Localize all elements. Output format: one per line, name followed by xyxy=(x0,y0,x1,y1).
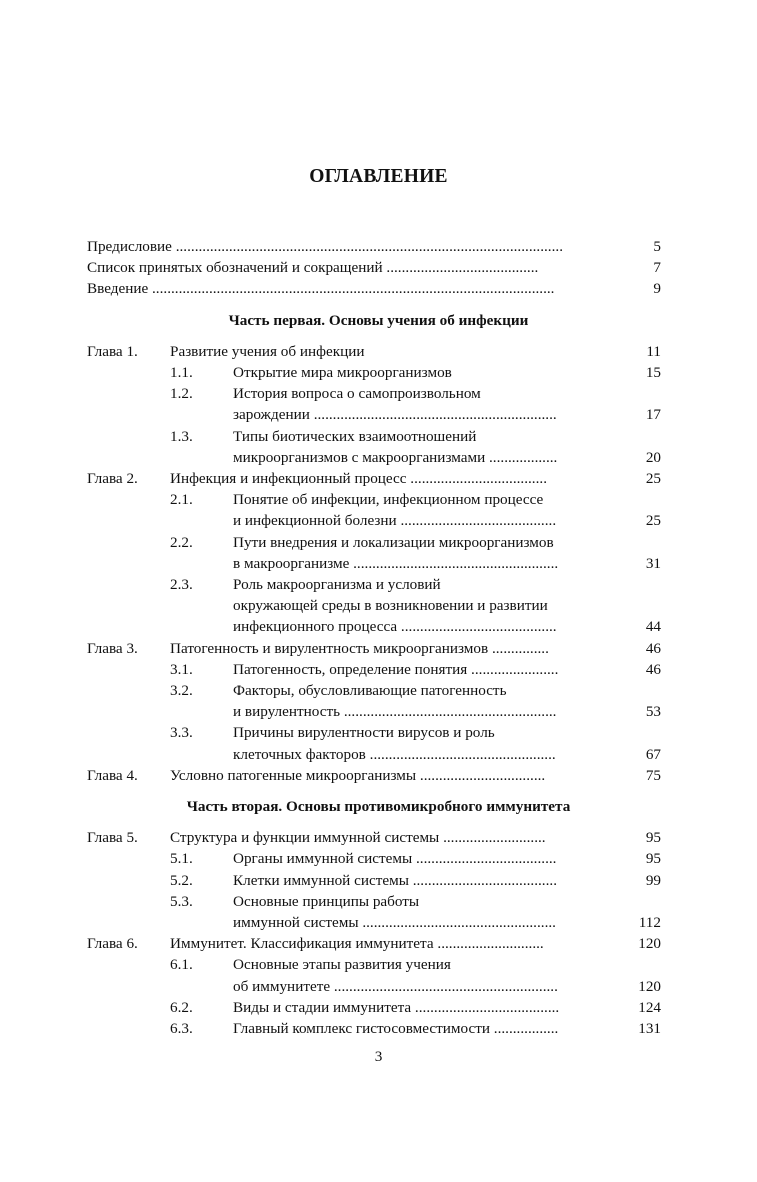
entry-page: 9 xyxy=(653,280,661,298)
section-title: Главный комплекс гистосовместимости ................. xyxy=(233,1020,559,1037)
section-title: Органы иммунной системы ..................................... xyxy=(233,850,557,868)
chapter-label: Глава 6. xyxy=(87,935,138,953)
toc-entry-section xyxy=(0,616,757,637)
section-number: 6.2. xyxy=(170,998,193,1016)
entry-page: 120 xyxy=(638,977,661,995)
entry-page: 46 xyxy=(645,660,661,678)
section-title: окружающей среды в возникновении и развитии xyxy=(233,597,548,615)
toc-entry-section xyxy=(0,848,757,869)
entry-page: 112 xyxy=(638,914,661,931)
chapter-title: Иммунитет. Классификация иммунитета ............................ xyxy=(170,935,544,953)
toc-entry-section xyxy=(0,659,757,680)
toc-entry-chapter xyxy=(0,827,757,848)
chapter-title: Условно патогенные микроорганизмы ................................. xyxy=(170,766,546,784)
entry-page: 15 xyxy=(645,364,661,381)
part-heading: Часть первая. Основы учения об инфекции xyxy=(228,311,529,329)
entry-page: 131 xyxy=(638,1020,661,1037)
toc-entry-chapter xyxy=(0,468,757,489)
entry-page: 20 xyxy=(645,448,661,466)
entry-page: 46 xyxy=(645,639,661,657)
toc-entry-section xyxy=(0,447,757,468)
toc-entry-front xyxy=(0,236,757,257)
chapter-label: Глава 5. xyxy=(87,829,138,847)
section-title: Патогенность, определение понятия ....................... xyxy=(233,660,559,678)
toc-entry-front xyxy=(0,257,757,278)
toc-entry-section xyxy=(0,870,757,891)
section-number: 3.2. xyxy=(170,682,193,699)
toc-entry-section xyxy=(0,532,757,553)
toc-entry-section xyxy=(0,404,757,425)
section-title: зарождении ................................................................ xyxy=(233,406,557,424)
section-number: 5.2. xyxy=(170,871,193,889)
toc-entry-chapter xyxy=(0,638,757,659)
section-title: Факторы, обусловливающие патогенность xyxy=(233,682,507,699)
section-title: Причины вирулентности вирусов и роль xyxy=(233,724,495,742)
section-title: Основные принципы работы xyxy=(233,892,420,910)
section-title: Виды и стадии иммунитета ...................................... xyxy=(233,998,560,1016)
section-number: 3.3. xyxy=(170,724,193,742)
entry-page: 31 xyxy=(645,554,661,572)
toc-entry-chapter xyxy=(0,341,757,362)
chapter-title: Развитие учения об инфекции xyxy=(170,342,365,360)
chapter-label: Глава 4. xyxy=(87,766,138,784)
chapter-label: Глава 1. xyxy=(87,342,138,360)
section-number: 1.1. xyxy=(170,364,193,381)
toc-entry-section xyxy=(0,722,757,743)
toc-entry-section xyxy=(0,426,757,447)
section-title: История вопроса о самопроизвольном xyxy=(233,385,481,403)
entry-page: 11 xyxy=(646,342,661,360)
section-title: инфекционного процесса ......................................... xyxy=(233,618,557,636)
entry-page: 95 xyxy=(645,829,661,847)
section-number: 6.1. xyxy=(170,956,193,974)
chapter-title: Структура и функции иммунной системы ........................... xyxy=(170,829,546,847)
toc-entry-section xyxy=(0,1018,757,1039)
entry-page: 75 xyxy=(645,766,661,784)
entry-page: 25 xyxy=(645,470,661,487)
part-heading: Часть вторая. Основы противомикробного иммунитета xyxy=(186,798,571,815)
section-title: Роль макроорганизма и условий xyxy=(233,576,441,593)
chapter-label: Глава 3. xyxy=(87,639,138,657)
section-title: и вирулентность ........................................................ xyxy=(233,703,557,721)
entry-page: 53 xyxy=(645,703,661,721)
section-title: и инфекционной болезни ......................................... xyxy=(233,512,557,530)
section-title: Клетки иммунной системы ...................................... xyxy=(233,871,557,889)
chapter-label: Глава 2. xyxy=(87,470,138,487)
section-number: 2.3. xyxy=(170,576,193,593)
toc-entry-section xyxy=(0,510,757,531)
entry-page: 44 xyxy=(645,618,661,636)
toc-entry-front xyxy=(0,278,757,299)
section-number: 2.2. xyxy=(170,533,193,551)
toc-entry-section xyxy=(0,891,757,912)
section-title: клеточных факторов ................................................. xyxy=(233,745,556,763)
toc-entry-section xyxy=(0,744,757,765)
toc-entry-chapter xyxy=(0,933,757,954)
section-title: об иммунитете ........................................................... xyxy=(233,977,558,995)
entry-page: 120 xyxy=(638,935,661,953)
chapter-title: Инфекция и инфекционный процесс .................................... xyxy=(170,470,547,487)
section-title: в макроорганизме ...................................................... xyxy=(233,554,559,572)
section-title: Понятие об инфекции, инфекционном процессе xyxy=(233,491,544,509)
section-number: 5.1. xyxy=(170,850,193,868)
entry-page: 17 xyxy=(645,406,661,424)
entry-page: 7 xyxy=(653,259,661,277)
section-title: Открытие мира микроорганизмов xyxy=(233,364,452,381)
entry-page: 67 xyxy=(645,745,661,763)
section-title: Пути внедрения и локализации микроорганизмов xyxy=(233,533,554,551)
section-number: 6.3. xyxy=(170,1020,193,1037)
toc-entry-section xyxy=(0,680,757,701)
section-number: 2.1. xyxy=(170,491,193,509)
toc-entry-section xyxy=(0,553,757,574)
toc-entry-section xyxy=(0,701,757,722)
entry-page: 95 xyxy=(645,850,661,868)
entry-title: Список принятых обозначений и сокращений ........................................ xyxy=(87,259,539,277)
chapter-title: Патогенность и вирулентность микроорганизмов ............... xyxy=(170,639,549,657)
section-number: 5.3. xyxy=(170,892,193,910)
section-number: 1.3. xyxy=(170,427,193,445)
toc-entry-section xyxy=(0,954,757,975)
toc-entry-section xyxy=(0,489,757,510)
section-number: 3.1. xyxy=(170,660,193,678)
section-title: Типы биотических взаимоотношений xyxy=(233,427,477,445)
entry-title: Введение .......................................................................................................... xyxy=(87,280,555,298)
toc-entry-section xyxy=(0,997,757,1018)
toc-entry-section xyxy=(0,595,757,616)
entry-page: 99 xyxy=(645,871,661,889)
toc-entry-section xyxy=(0,912,757,933)
section-number: 1.2. xyxy=(170,385,193,403)
toc-entry-chapter xyxy=(0,765,757,786)
toc-entry-section xyxy=(0,362,757,383)
section-title: Основные этапы развития учения xyxy=(233,956,451,974)
toc-entry-section xyxy=(0,574,757,595)
toc-entry-section xyxy=(0,976,757,997)
entry-page: 25 xyxy=(645,512,661,530)
toc-entry-section xyxy=(0,383,757,404)
entry-page: 124 xyxy=(638,998,661,1016)
page-title: ОГЛАВЛЕНИЕ xyxy=(309,166,448,187)
section-title: иммунной системы ................................................... xyxy=(233,914,556,931)
section-title: микроорганизмов с макроорганизмами .................. xyxy=(233,448,558,466)
entry-page: 5 xyxy=(653,238,661,255)
entry-title: Предисловие ...................................................................................................... xyxy=(87,238,563,255)
page-number: 3 xyxy=(374,1048,383,1065)
